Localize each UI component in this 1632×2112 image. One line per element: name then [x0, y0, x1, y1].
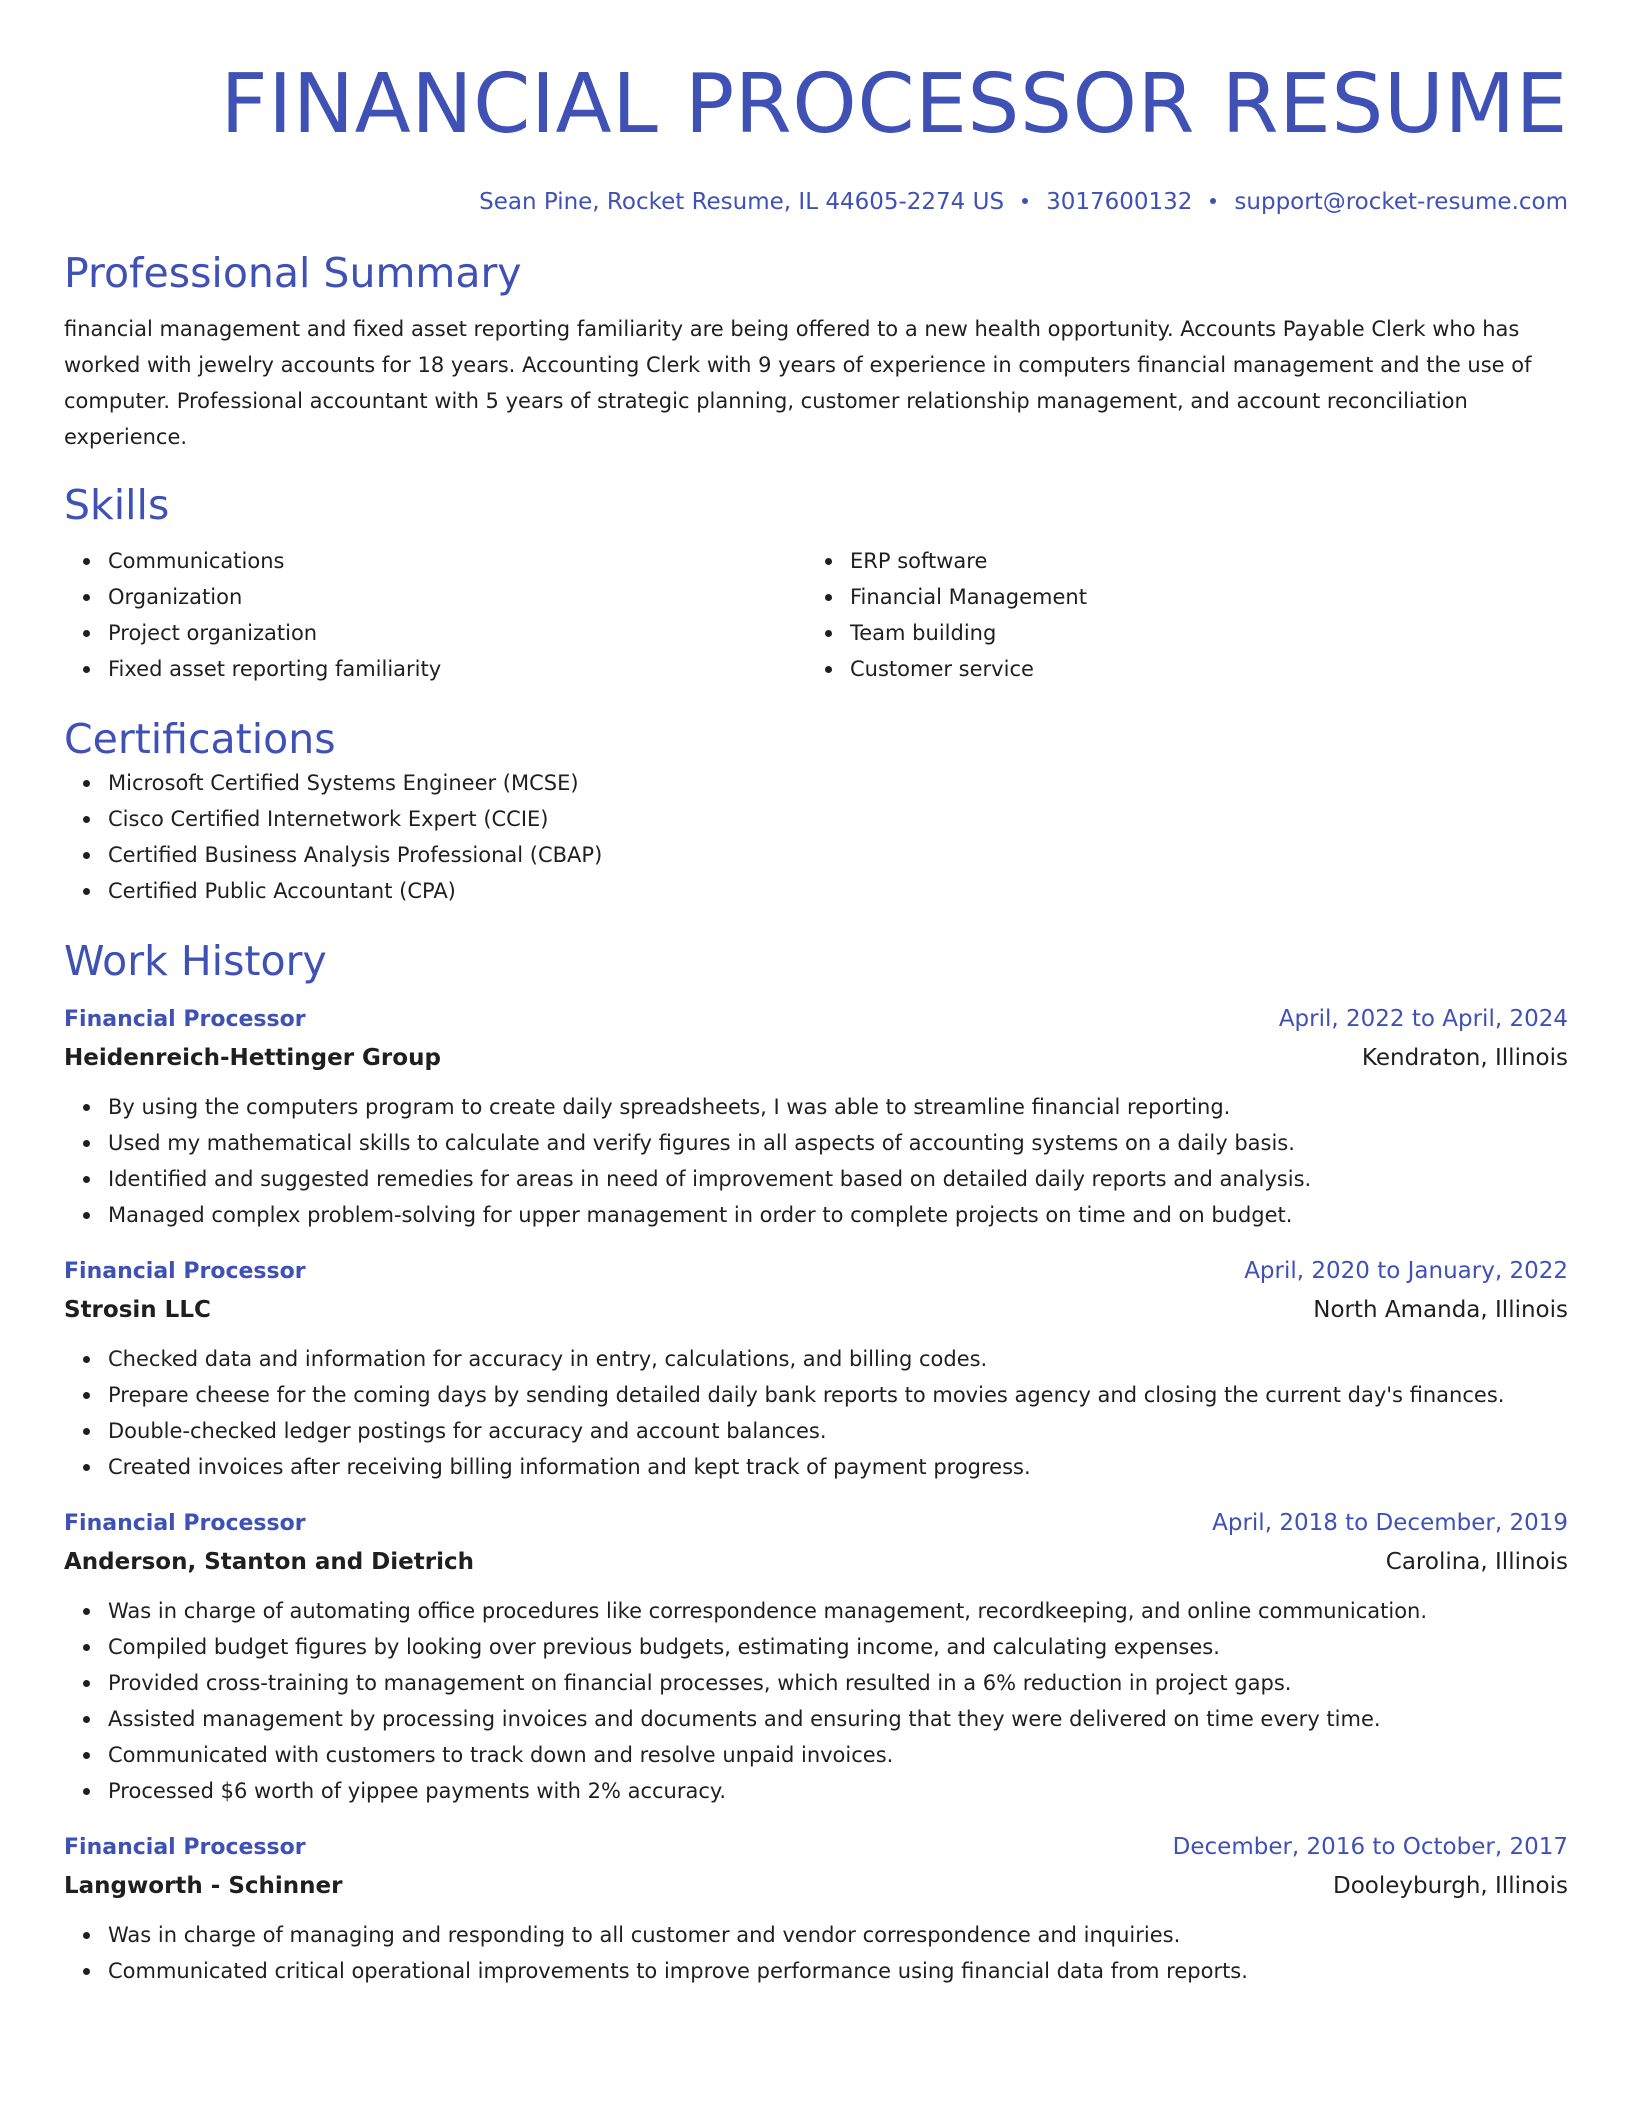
job-company: Heidenreich-Hettinger Group — [64, 1045, 441, 1071]
job-bullet: Provided cross-training to management on financial processes, which resulted in a 6% reduction in project gaps. — [108, 1665, 1568, 1701]
job-header-row — [64, 1829, 1568, 1866]
job-location: Carolina, Illinois — [1385, 1549, 1568, 1575]
job-dates: April, 2018 to December, 2019 — [1212, 1510, 1568, 1536]
skill-item: Financial Management — [850, 579, 1548, 615]
job-bullet: Was in charge of automating office procedures like correspondence management, recordkeeping, and online communication. — [108, 1593, 1568, 1629]
job-bullet: By using the computers program to create daily spreadsheets, I was able to streamline financial reporting. — [108, 1089, 1568, 1125]
work-history-section — [64, 935, 1568, 1989]
job-entry — [64, 1505, 1568, 1809]
resume-title: FINANCIAL PROCESSOR RESUME — [220, 57, 1568, 152]
job-dates: December, 2016 to October, 2017 — [1172, 1834, 1568, 1860]
summary-section — [64, 247, 1568, 455]
job-bullet: Assisted management by processing invoices and documents and ensuring that they were delivered on time every time. — [108, 1701, 1568, 1737]
job-title: Financial Processor — [64, 1007, 306, 1032]
skills-grid — [64, 543, 1568, 687]
certifications-list — [64, 765, 1568, 909]
separator-dot — [1210, 198, 1216, 204]
job-bullet: Managed complex problem-solving for upper management in order to complete projects on time and on budget. — [108, 1197, 1568, 1233]
job-bullet: Compiled budget figures by looking over previous budgets, estimating income, and calculating expenses. — [108, 1629, 1568, 1665]
job-header-row — [64, 1001, 1568, 1038]
job-bullet: Created invoices after receiving billing information and kept track of payment progress. — [108, 1449, 1568, 1485]
contact-phone: 3017600132 — [1046, 189, 1193, 215]
job-company-row — [64, 1542, 1568, 1582]
contact-address: Sean Pine, Rocket Resume, IL 44605-2274 US — [479, 189, 1005, 215]
job-bullet: Processed $6 worth of yippee payments with 2% accuracy. — [108, 1773, 1568, 1809]
work-history-heading: Work History — [64, 937, 327, 985]
job-company-row — [64, 1038, 1568, 1078]
job-entry — [64, 1001, 1568, 1233]
resume-page — [64, 0, 1568, 1989]
job-bullet: Was in charge of managing and responding to all customer and vendor correspondence and inquiries. — [108, 1917, 1568, 1953]
job-company: Strosin LLC — [64, 1297, 211, 1323]
job-company-row — [64, 1290, 1568, 1330]
job-location: Dooleyburgh, Illinois — [1332, 1873, 1568, 1899]
summary-text: financial management and fixed asset reporting familiarity are being offered to a new health opportunity. Accounts Payable Clerk who has worked with jewelry accounts for 18 years. Accounting Clerk with 9 years of experience in computers financial management and the use of computer. Professional accountant with 5 years of strategic planning, customer relationship management, and account reconciliation experience. — [64, 317, 1532, 449]
job-location: North Amanda, Illinois — [1313, 1297, 1568, 1323]
skill-item: Customer service — [850, 651, 1548, 687]
contact-email: support@rocket-resume.com — [1234, 189, 1568, 215]
certification-item: Certified Public Accountant (CPA) — [108, 873, 1568, 909]
job-bullet: Prepare cheese for the coming days by sending detailed daily bank reports to movies agency and closing the current day's finances. — [108, 1377, 1568, 1413]
job-title: Financial Processor — [64, 1259, 306, 1284]
job-bullets — [64, 1089, 1568, 1233]
job-entry — [64, 1253, 1568, 1485]
summary-heading: Professional Summary — [64, 249, 522, 297]
skills-column-left — [64, 543, 806, 687]
job-bullet: Double-checked ledger postings for accuracy and account balances. — [108, 1413, 1568, 1449]
job-header-row — [64, 1253, 1568, 1290]
certification-item: Microsoft Certified Systems Engineer (MCSE) — [108, 765, 1568, 801]
skills-list-left — [64, 543, 806, 687]
job-bullet: Used my mathematical skills to calculate and verify figures in all aspects of accounting systems on a daily basis. — [108, 1125, 1568, 1161]
certification-item: Certified Business Analysis Professional (CBAP) — [108, 837, 1568, 873]
job-location: Kendraton, Illinois — [1361, 1045, 1568, 1071]
job-bullets — [64, 1341, 1568, 1485]
job-company: Langworth - Schinner — [64, 1873, 343, 1899]
skills-list-right — [806, 543, 1548, 687]
job-bullet: Checked data and information for accuracy in entry, calculations, and billing codes. — [108, 1341, 1568, 1377]
job-dates: April, 2022 to April, 2024 — [1278, 1006, 1568, 1032]
job-company: Anderson, Stanton and Dietrich — [64, 1549, 474, 1575]
skill-item: Organization — [108, 579, 806, 615]
skills-section — [64, 479, 1568, 687]
job-entry — [64, 1829, 1568, 1989]
separator-dot — [1022, 198, 1028, 204]
job-bullet: Communicated with customers to track down and resolve unpaid invoices. — [108, 1737, 1568, 1773]
certifications-section — [64, 713, 1568, 909]
contact-line — [64, 187, 1568, 217]
job-bullets — [64, 1917, 1568, 1989]
skill-item: Communications — [108, 543, 806, 579]
job-dates: April, 2020 to January, 2022 — [1244, 1258, 1568, 1284]
skills-column-right — [806, 543, 1548, 687]
job-bullet: Communicated critical operational improvements to improve performance using financial data from reports. — [108, 1953, 1568, 1989]
certifications-heading: Certifications — [64, 715, 336, 763]
job-header-row — [64, 1505, 1568, 1542]
skill-item: Team building — [850, 615, 1548, 651]
job-bullets — [64, 1593, 1568, 1809]
skill-item: ERP software — [850, 543, 1548, 579]
job-company-row — [64, 1866, 1568, 1906]
job-title: Financial Processor — [64, 1511, 306, 1536]
job-bullet: Identified and suggested remedies for areas in need of improvement based on detailed daily reports and analysis. — [108, 1161, 1568, 1197]
job-title: Financial Processor — [64, 1835, 306, 1860]
certification-item: Cisco Certified Internetwork Expert (CCIE) — [108, 801, 1568, 837]
skills-heading: Skills — [64, 481, 170, 529]
skill-item: Fixed asset reporting familiarity — [108, 651, 806, 687]
skill-item: Project organization — [108, 615, 806, 651]
